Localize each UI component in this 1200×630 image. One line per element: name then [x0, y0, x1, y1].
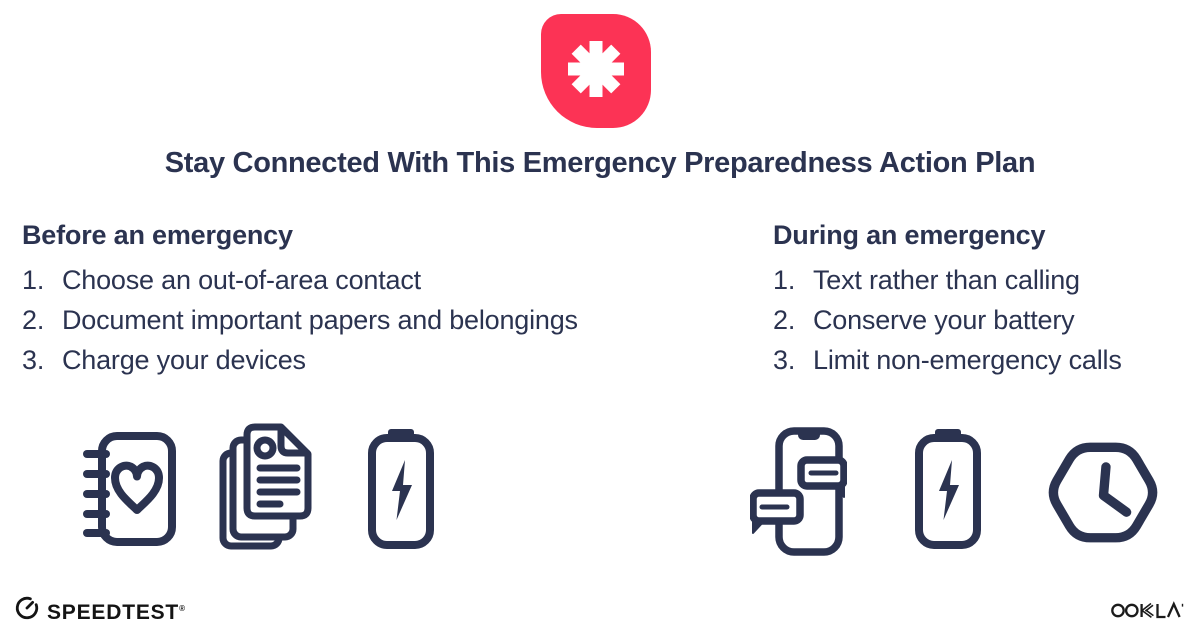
clock-hexagon-icon [1044, 434, 1162, 556]
page-title: Stay Connected With This Emergency Preparedness Action Plan [164, 147, 1036, 179]
list-item [773, 340, 1193, 380]
speedtest-wordmark: SPEEDTEST® [47, 600, 185, 624]
list-item [773, 260, 1193, 300]
list-item-text: Document important papers and belongings [62, 305, 578, 335]
list-item [22, 300, 732, 340]
list-item-text: Conserve your battery [813, 305, 1075, 335]
before-emergency-heading: Before an emergency [22, 220, 293, 250]
during-emergency-section [773, 218, 1193, 380]
trademark-symbol: ® [179, 603, 185, 613]
ookla-logo [1110, 598, 1188, 626]
emergency-badge [541, 14, 651, 128]
during-emergency-heading: During an emergency [773, 220, 1046, 250]
list-item [22, 340, 732, 380]
emergency-asterisk-icon [568, 41, 624, 102]
before-emergency-list [22, 260, 732, 380]
important-papers-icon [218, 423, 312, 558]
list-item-text: Limit non-emergency calls [813, 345, 1122, 375]
before-emergency-section [22, 218, 732, 380]
list-item [22, 260, 732, 300]
during-emergency-list [773, 260, 1193, 380]
list-item-text: Choose an out-of-area contact [62, 265, 421, 295]
list-item-text: Charge your devices [62, 345, 306, 375]
battery-charge-icon [368, 427, 434, 554]
phone-messages-icon [750, 426, 847, 562]
list-item-text: Text rather than calling [813, 265, 1080, 295]
speedtest-logo [14, 595, 185, 626]
speedtest-gauge-icon [14, 595, 40, 626]
contact-book-icon [80, 430, 176, 553]
battery-charge-icon [915, 427, 981, 554]
list-item [773, 300, 1193, 340]
